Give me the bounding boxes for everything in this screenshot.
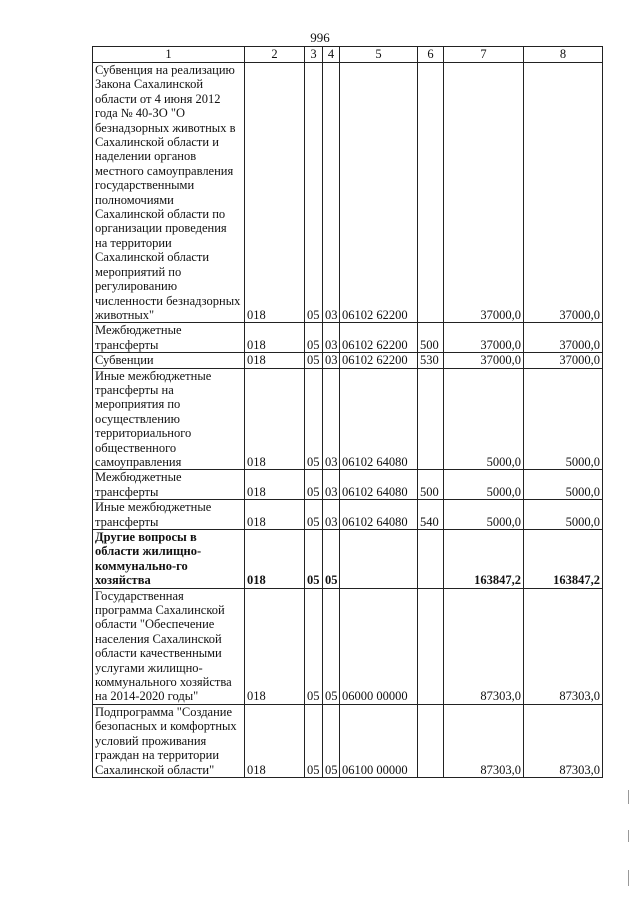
row-target-article: 06102 64080 <box>340 470 418 500</box>
row-name: Подпрограмма "Создание безопасных и комфортных условий проживания граждан на территории Сахалинской области" <box>93 704 245 777</box>
row-ministry-code: 018 <box>245 323 305 353</box>
row-target-article: 06102 62200 <box>340 323 418 353</box>
row-section: 05 <box>305 323 323 353</box>
table-row <box>93 323 603 353</box>
row-subsection: 03 <box>323 470 340 500</box>
row-expense-type <box>418 704 444 777</box>
table-row <box>93 353 603 368</box>
row-name: Государственная программа Сахалинской области "Обеспечение населения Сахалинской области качественными услугами жилищно-коммунального хозяйства на 2014-2020 годы" <box>93 588 245 704</box>
row-amount-col8: 163847,2 <box>524 530 603 589</box>
row-name: Субвенции <box>93 353 245 368</box>
row-amount-col7: 5000,0 <box>444 500 524 530</box>
row-expense-type: 540 <box>418 500 444 530</box>
header-col-2: 2 <box>245 47 305 63</box>
row-amount-col7: 87303,0 <box>444 588 524 704</box>
row-amount-col8: 37000,0 <box>524 353 603 368</box>
row-section: 05 <box>305 588 323 704</box>
row-ministry-code: 018 <box>245 588 305 704</box>
row-subsection: 05 <box>323 704 340 777</box>
table-row <box>93 368 603 470</box>
row-amount-col8: 87303,0 <box>524 704 603 777</box>
scan-margin-mark <box>628 790 629 804</box>
row-expense-type <box>418 588 444 704</box>
row-amount-col8: 37000,0 <box>524 323 603 353</box>
row-target-article: 06100 00000 <box>340 704 418 777</box>
row-section: 05 <box>305 530 323 589</box>
row-expense-type <box>418 63 444 323</box>
row-section: 05 <box>305 353 323 368</box>
row-target-article: 06102 62200 <box>340 63 418 323</box>
header-col-8: 8 <box>524 47 603 63</box>
row-target-article: 06102 62200 <box>340 353 418 368</box>
row-subsection: 03 <box>323 323 340 353</box>
row-amount-col8: 37000,0 <box>524 63 603 323</box>
row-amount-col8: 5000,0 <box>524 368 603 470</box>
row-target-article: 06102 64080 <box>340 368 418 470</box>
header-row <box>93 47 603 63</box>
row-name: Другие вопросы в области жилищно-коммунально-го хозяйства <box>93 530 245 589</box>
header-col-4: 4 <box>323 47 340 63</box>
row-expense-type <box>418 368 444 470</box>
header-col-5: 5 <box>340 47 418 63</box>
table-row <box>93 530 603 589</box>
row-subsection: 03 <box>323 500 340 530</box>
row-ministry-code: 018 <box>245 500 305 530</box>
header-col-1: 1 <box>93 47 245 63</box>
row-section: 05 <box>305 500 323 530</box>
header-col-6: 6 <box>418 47 444 63</box>
row-amount-col8: 5000,0 <box>524 500 603 530</box>
row-amount-col8: 87303,0 <box>524 588 603 704</box>
row-amount-col7: 87303,0 <box>444 704 524 777</box>
table-row <box>93 470 603 500</box>
row-expense-type <box>418 530 444 589</box>
row-target-article: 06000 00000 <box>340 588 418 704</box>
row-amount-col7: 5000,0 <box>444 470 524 500</box>
row-ministry-code: 018 <box>245 353 305 368</box>
row-amount-col8: 5000,0 <box>524 470 603 500</box>
row-amount-col7: 37000,0 <box>444 353 524 368</box>
page-number: 996 <box>310 30 330 45</box>
row-name: Межбюджетные трансферты <box>93 470 245 500</box>
table-row <box>93 63 603 323</box>
row-section: 05 <box>305 63 323 323</box>
row-subsection: 05 <box>323 530 340 589</box>
row-ministry-code: 018 <box>245 63 305 323</box>
row-subsection: 03 <box>323 353 340 368</box>
row-ministry-code: 018 <box>245 530 305 589</box>
row-subsection: 03 <box>323 63 340 323</box>
row-ministry-code: 018 <box>245 470 305 500</box>
row-name: Субвенция на реализацию Закона Сахалинской области от 4 июня 2012 года № 40-ЗО "О безнадзорных животных в Сахалинской области и наделении органов местного самоуправления государственными полномочиями Сахалинской области по организации проведения на территории Сахалинской области мероприятий по регулированию численности безнадзорных животных" <box>93 63 245 323</box>
row-name: Иные межбюджетные трансферты на мероприятия по осуществлению территориального общественного самоуправления <box>93 368 245 470</box>
row-subsection: 05 <box>323 588 340 704</box>
row-amount-col7: 163847,2 <box>444 530 524 589</box>
row-ministry-code: 018 <box>245 368 305 470</box>
budget-table <box>92 46 603 778</box>
table-row <box>93 704 603 777</box>
table-row <box>93 588 603 704</box>
row-expense-type: 500 <box>418 470 444 500</box>
row-target-article: 06102 64080 <box>340 500 418 530</box>
row-expense-type: 530 <box>418 353 444 368</box>
header-col-3: 3 <box>305 47 323 63</box>
row-amount-col7: 37000,0 <box>444 323 524 353</box>
row-expense-type: 500 <box>418 323 444 353</box>
scan-margin-mark <box>628 830 629 842</box>
row-name: Межбюджетные трансферты <box>93 323 245 353</box>
row-subsection: 03 <box>323 368 340 470</box>
row-target-article <box>340 530 418 589</box>
row-section: 05 <box>305 368 323 470</box>
row-name: Иные межбюджетные трансферты <box>93 500 245 530</box>
table-row <box>93 500 603 530</box>
row-amount-col7: 37000,0 <box>444 63 524 323</box>
scan-margin-mark <box>628 870 629 886</box>
row-ministry-code: 018 <box>245 704 305 777</box>
row-section: 05 <box>305 704 323 777</box>
row-amount-col7: 5000,0 <box>444 368 524 470</box>
header-col-7: 7 <box>444 47 524 63</box>
row-section: 05 <box>305 470 323 500</box>
